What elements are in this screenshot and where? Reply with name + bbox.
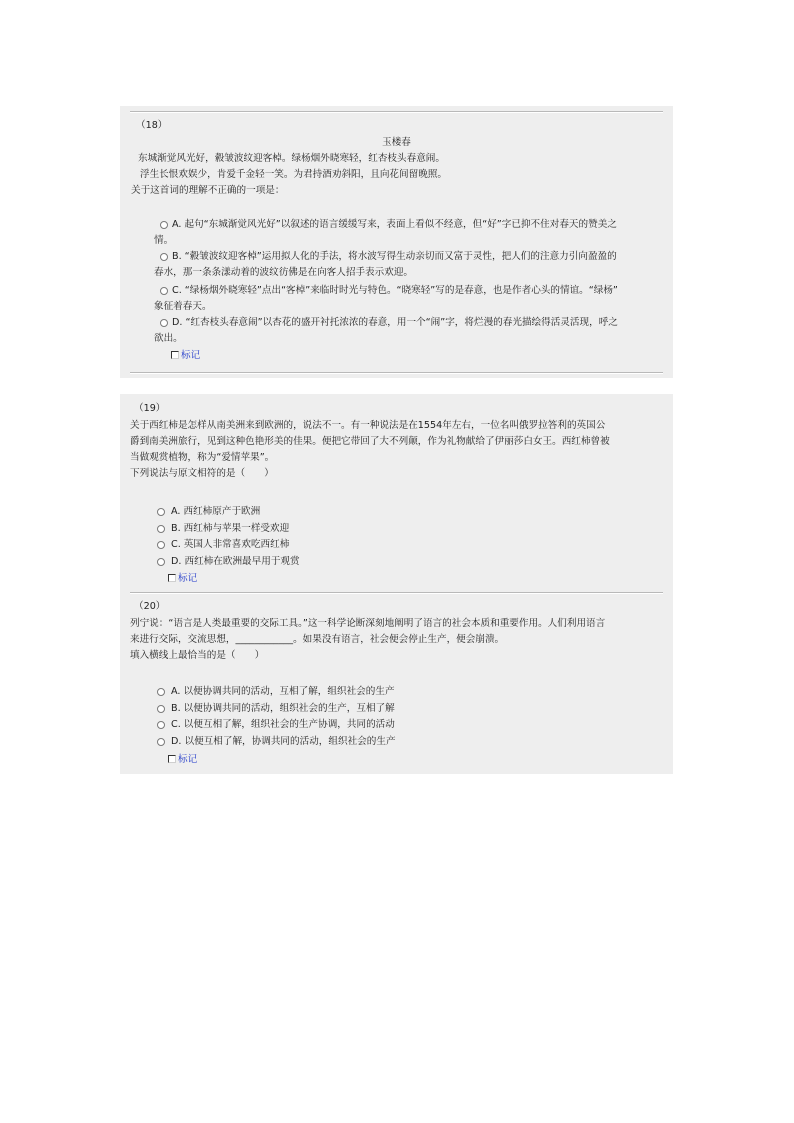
question-text: 关于这首词的理解不正确的一项是： <box>131 185 285 196</box>
option-b-radio[interactable] <box>157 525 165 533</box>
option-d-label-cont: 欲出。 <box>154 333 183 344</box>
divider-top <box>130 111 663 113</box>
question-number: （20） <box>134 601 166 612</box>
passage-line: 关于西红柿是怎样从南美洲来到欧洲的，说法不一。有一种说法是在1554年左右，一位名叫俄罗拉答利的英国公 <box>130 420 606 431</box>
option-c-label: C. 英国人非常喜欢吃西红柿 <box>171 539 290 550</box>
mark-label[interactable]: 标记 <box>181 350 201 361</box>
option-d-label: D. 西红柿在欧洲最早用于观赏 <box>171 556 300 567</box>
poem-line: 浮生长恨欢娱少，肯爱千金轻一笑。为君持酒劝斜阳，且向花间留晚照。 <box>140 169 447 180</box>
option-d-radio[interactable] <box>157 558 165 566</box>
option-b-radio[interactable] <box>160 253 168 261</box>
option-a-label: A. 西红柿原产于欧洲 <box>171 506 261 517</box>
option-a-label: A. 以便协调共同的活动，互相了解，组织社会的生产 <box>171 686 395 697</box>
option-a-radio[interactable] <box>160 221 168 229</box>
option-d-label: D. “红杏枝头春意闹”以杏花的盛开衬托浓浓的春意，用一个“闹”字，将烂漫的春光描绘得活灵活现，呼之 <box>172 317 618 328</box>
divider <box>130 592 663 594</box>
option-b-label-cont: 春水，那一条条漾动着的波纹彷佛是在向客人招手表示欢迎。 <box>154 267 414 278</box>
passage-line: 当做观赏植物，称为“爱情苹果”。 <box>130 452 275 463</box>
mark-label[interactable]: 标记 <box>178 573 198 584</box>
option-b-label: B. 西红柿与苹果一样受欢迎 <box>171 523 290 534</box>
question-19-20-panel <box>120 394 673 774</box>
mark-checkbox[interactable] <box>168 755 176 763</box>
option-d-label: D. 以便互相了解，协调共同的活动，组织社会的生产 <box>171 736 396 747</box>
option-a-radio[interactable] <box>157 508 165 516</box>
option-b-radio[interactable] <box>157 705 165 713</box>
divider-bottom <box>130 372 663 374</box>
poem-title: 玉楼春 <box>382 137 411 148</box>
option-b-label: B. 以便协调共同的活动，组织社会的生产，互相了解 <box>171 703 395 714</box>
option-c-label-cont: 象征着春天。 <box>154 301 212 312</box>
passage-line: 列宁说：“语言是人类最重要的交际工具。”这一科学论断深刻地阐明了语言的社会本质和重要作用。人们利用语言 <box>130 618 606 629</box>
option-c-radio[interactable] <box>160 287 168 295</box>
question-text: 下列说法与原文相符的是（ ） <box>130 468 274 479</box>
option-c-radio[interactable] <box>157 721 165 729</box>
passage-line: 爵到南美洲旅行，见到这种色艳形美的佳果。便把它带回了大不列颠，作为礼物献给了伊丽莎白女王。西红柿曾被 <box>130 436 610 447</box>
question-18-panel <box>120 106 673 378</box>
poem-line: 东城渐觉风光好，縠皱波纹迎客棹。绿杨烟外晓寒轻，红杏枝头春意闹。 <box>138 153 445 164</box>
option-a-label-cont: 情。 <box>154 235 174 246</box>
option-a-radio[interactable] <box>157 688 165 696</box>
mark-checkbox[interactable] <box>171 351 179 359</box>
option-d-radio[interactable] <box>157 738 165 746</box>
passage-line: 来进行交际，交流思想，____________。如果没有语言，社会便会停止生产，便会崩溃。 <box>130 634 505 645</box>
option-b-label: B. “縠皱波纹迎客棹”运用拟人化的手法，将水波写得生动亲切而又富于灵性，把人们的注意力引向盈盈的 <box>172 251 617 262</box>
mark-checkbox[interactable] <box>168 574 176 582</box>
option-c-label: C. 以便互相了解，组织社会的生产协调，共同的活动 <box>171 719 395 730</box>
option-a-label: A. 起句“东城渐觉风光好”以叙述的语言缓缓写来，表面上看似不经意，但“好”字已抑不住对春天的赞美之 <box>172 219 617 230</box>
question-number: （19） <box>134 403 166 414</box>
question-number: （18） <box>136 120 168 131</box>
question-text: 填入横线上最恰当的是（ ） <box>130 650 265 661</box>
option-c-label: C. “绿杨烟外晓寒轻”点出“客棹”来临时时光与特色。“晓寒轻”写的是春意，也是作者心头的情谊。“绿杨” <box>172 285 618 296</box>
mark-label[interactable]: 标记 <box>178 754 198 765</box>
option-c-radio[interactable] <box>157 541 165 549</box>
option-d-radio[interactable] <box>160 319 168 327</box>
